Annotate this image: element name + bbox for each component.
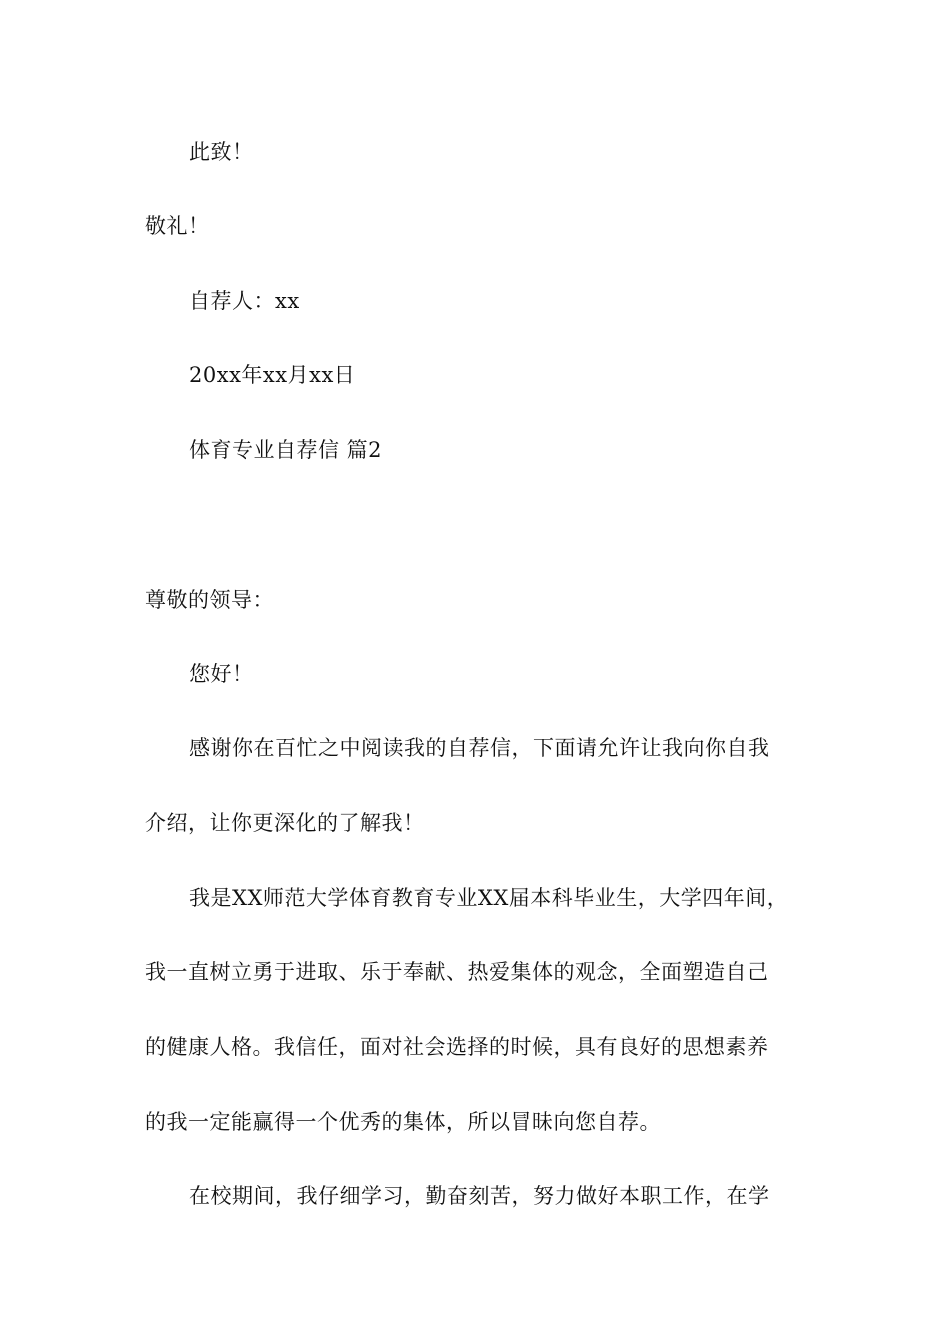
paragraph-1-line-1: 感谢你在百忙之中阅读我的自荐信，下面请允许让我向你自我 [189,736,770,760]
paragraph-1-line-2: 介绍，让你更深化的了解我！ [145,811,425,835]
paragraph-3-line-1: 在校期间，我仔细学习，勤奋刻苦，努力做好本职工作，在学 [189,1184,770,1208]
letter-hello: 您好！ [189,662,254,686]
closing-regards: 敬礼！ [145,214,210,238]
signer-line: 自荐人：xx [189,289,300,313]
paragraph-2-line-3: 的健康人格。我信任，面对社会选择的时候，具有良好的思想素养 [145,1035,769,1059]
section-title: 体育专业自荐信 篇2 [189,438,383,462]
closing-salutation: 此致！ [189,140,254,164]
paragraph-2-line-2: 我一直树立勇于进取、乐于奉献、热爱集体的观念，全面塑造自己 [145,960,769,984]
letter-greeting: 尊敬的领导： [145,588,274,612]
paragraph-2-line-4: 的我一定能赢得一个优秀的集体，所以冒昧向您自荐。 [145,1110,661,1134]
paragraph-2-line-1: 我是XX师范大学体育教育专业XX届本科毕业生，大学四年间， [189,886,789,910]
date-line: 20xx年xx月xx日 [189,363,356,387]
